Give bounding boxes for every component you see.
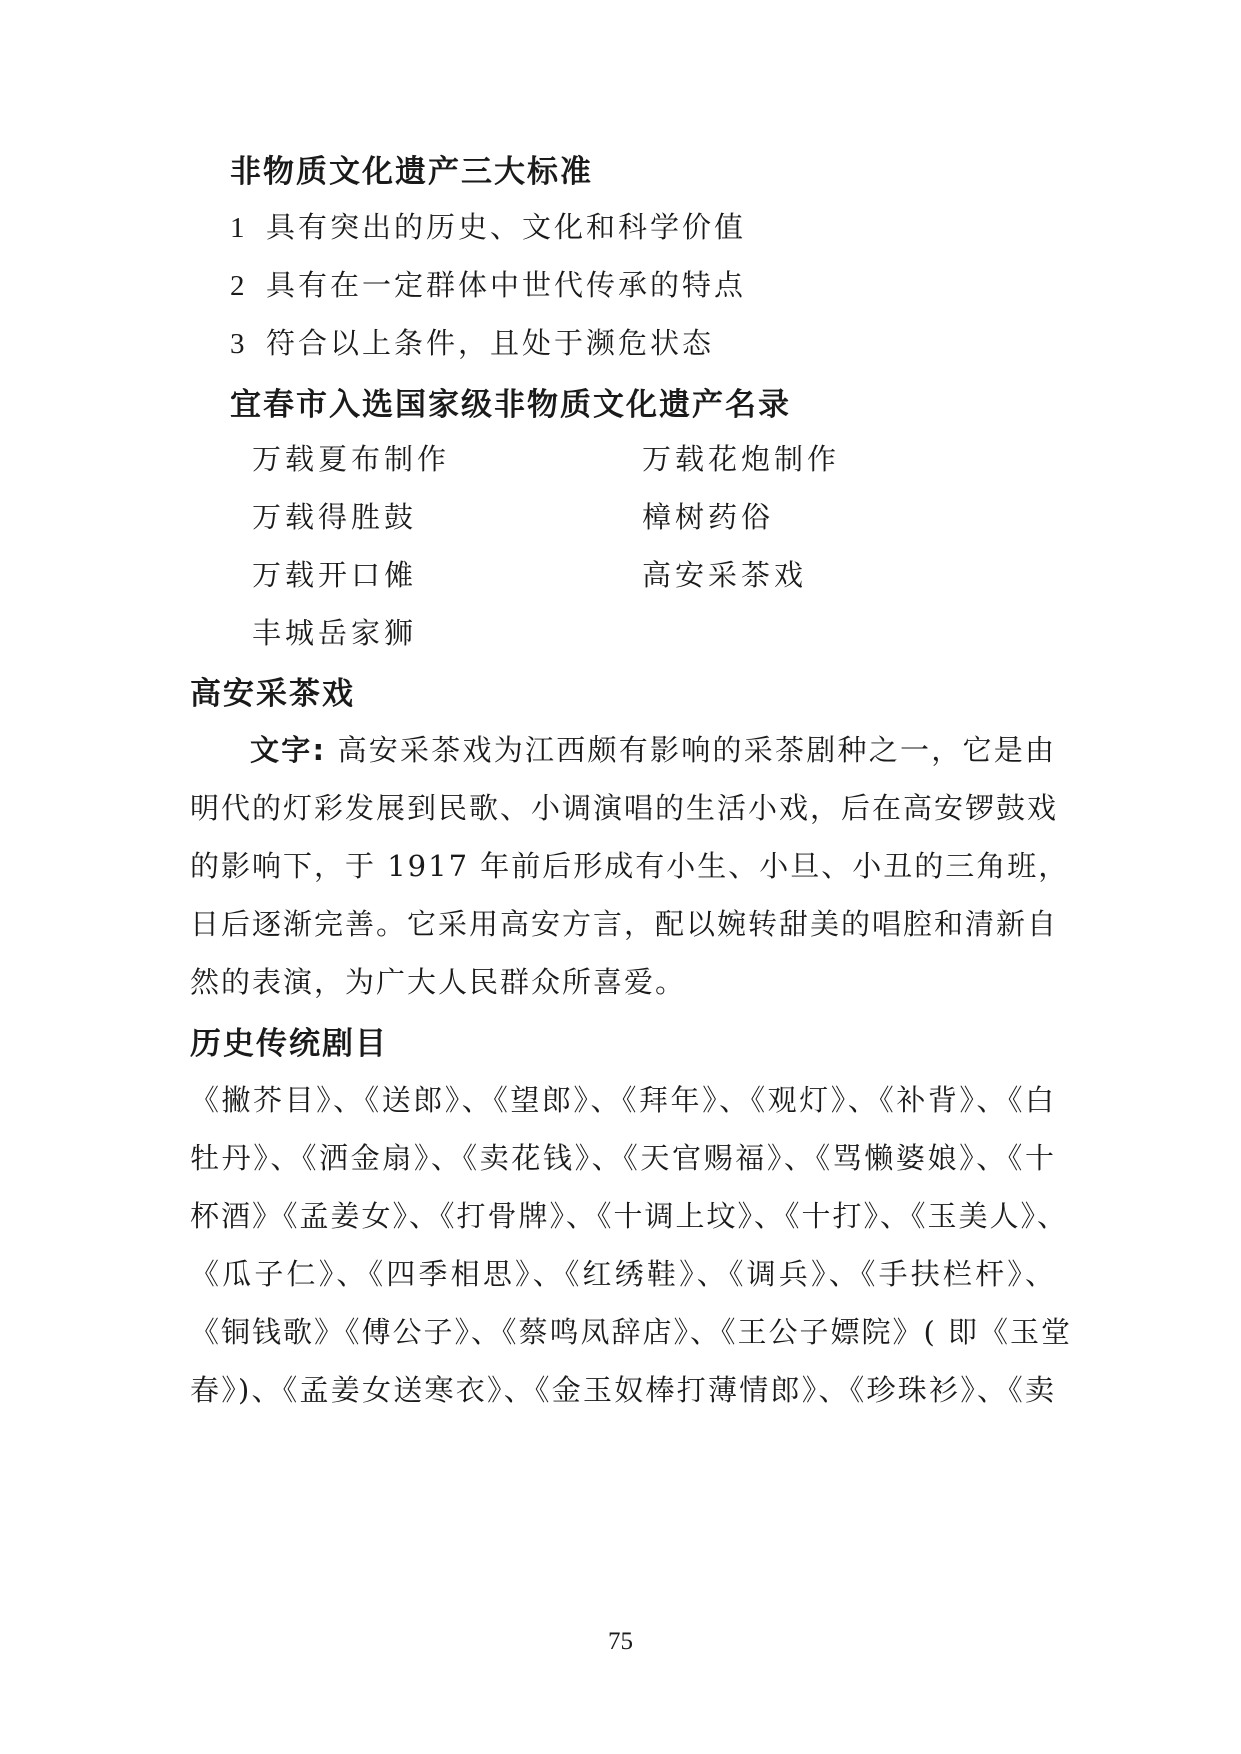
directory-item: 樟树药俗 [642, 500, 775, 534]
opera-paragraph-line [250, 728, 1056, 769]
repertoire-line: 牡丹》、《洒金扇》、《卖花钱》、《天官赐福》、《骂懒婆娘》、《十 [190, 1141, 1056, 1175]
criteria-item-number: 2 [230, 270, 248, 302]
directory-item: 高安采茶戏 [642, 558, 808, 592]
repertoire-line: 《瓜子仁》、《四季相思》、《红绣鞋》、《调兵》、《手扶栏杆》、 [190, 1257, 1056, 1291]
opera-paragraph-line: 日后逐渐完善。它采用高安方言，配以婉转甜美的唱腔和清新自 [190, 907, 1059, 941]
criteria-item [230, 263, 746, 304]
directory-item: 万载得胜鼓 [252, 500, 418, 534]
directory-heading: 宜春市入选国家级非物质文化遗产名录 [230, 387, 791, 423]
repertoire-line: 《铜钱歌》《傅公子》、《蔡鸣凤辞店》、《王公子嫖院》( 即《玉堂 [190, 1315, 1073, 1349]
criteria-heading: 非物质文化遗产三大标准 [230, 154, 593, 190]
criteria-item-text: 具有突出的历史、文化和科学价值 [266, 210, 747, 244]
criteria-item-text: 具有在一定群体中世代传承的特点 [266, 268, 747, 302]
page-number: 75 [608, 1628, 633, 1655]
criteria-item-number: 1 [230, 212, 248, 244]
repertoire-heading: 历史传统剧目 [190, 1026, 388, 1062]
directory-item: 万载花炮制作 [642, 442, 841, 476]
opera-paragraph-line: 然的表演，为广大人民群众所喜爱。 [190, 965, 687, 999]
opera-label: 文字: [250, 733, 327, 767]
opera-paragraph-line: 明代的灯彩发展到民歌、小调演唱的生活小戏，后在高安锣鼓戏 [190, 791, 1059, 825]
opera-heading: 高安采茶戏 [190, 676, 355, 712]
criteria-item-number: 3 [230, 328, 248, 360]
criteria-item [230, 321, 714, 362]
opera-text: 高安采茶戏为江西颇有影响的采茶剧种之一，它是由 [337, 733, 1056, 767]
repertoire-line: 春》)、《孟姜女送寒衣》、《金玉奴棒打薄情郎》、《珍珠衫》、《卖 [190, 1373, 1056, 1407]
directory-item: 万载开口傩 [252, 558, 418, 592]
repertoire-line: 杯酒》《孟姜女》、《打骨牌》、《十调上坟》、《十打》、《玉美人》、 [190, 1199, 1069, 1233]
repertoire-line: 《撇芥目》、《送郎》、《望郎》、《拜年》、《观灯》、《补背》、《白 [190, 1083, 1056, 1117]
directory-item: 丰城岳家狮 [252, 616, 418, 650]
criteria-item [230, 205, 746, 246]
opera-paragraph-line: 的影响下，于 1917 年前后形成有小生、小旦、小丑的三角班， [190, 849, 1070, 883]
criteria-item-text: 符合以上条件，且处于濒危状态 [266, 326, 715, 360]
directory-item: 万载夏布制作 [252, 442, 451, 476]
